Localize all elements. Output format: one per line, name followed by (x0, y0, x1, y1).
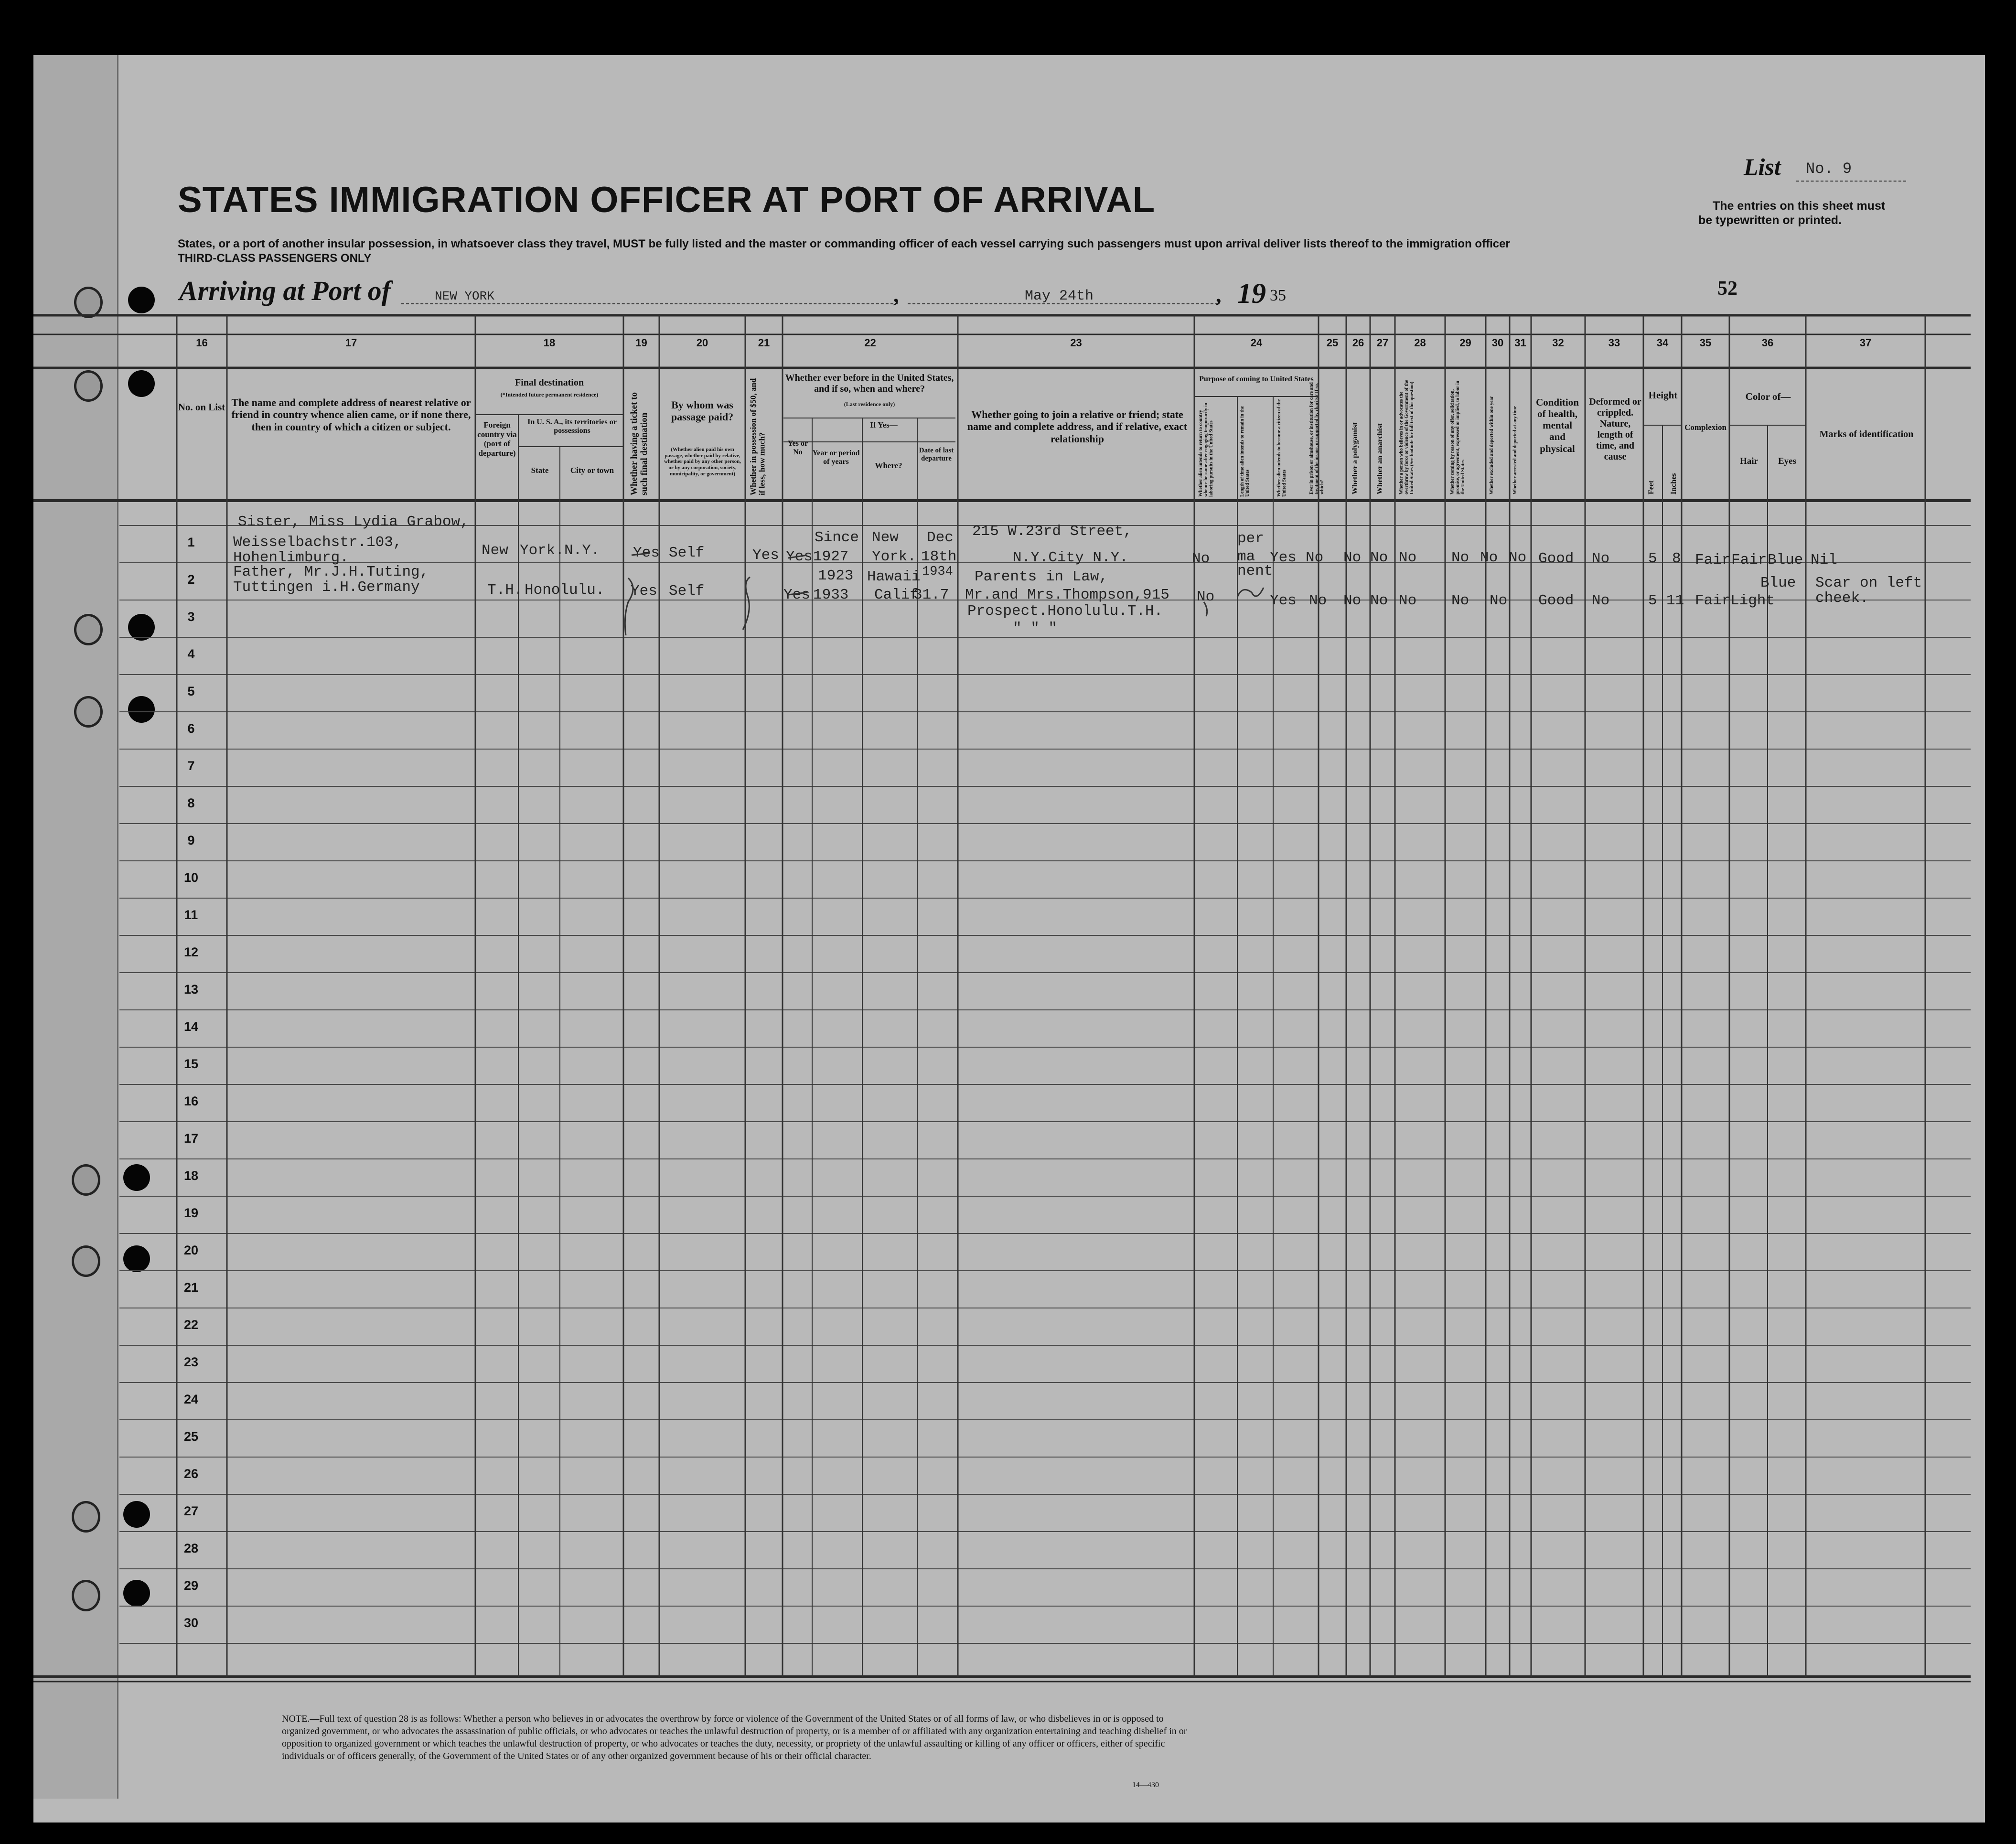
form-code: 14—430 (1132, 1781, 1159, 1789)
comma: , (1216, 282, 1222, 307)
years-value: 1923 (818, 568, 854, 584)
eyes-value: Blue (1768, 552, 1803, 568)
row-number: 1 (187, 535, 195, 549)
column-number: 37 (1859, 337, 1872, 349)
row-number: 30 (183, 1616, 199, 1630)
pencil-scribble (1237, 588, 1264, 597)
departure-value: Dec (927, 529, 954, 546)
relative-address: Father, Mr.J.H.Tuting, (233, 564, 429, 580)
list-number: No. 9 (1806, 160, 1852, 178)
header-polygamist: Whether a polygamist (1351, 422, 1359, 494)
header-in-usa: In U. S. A., its territories or possessions (527, 418, 617, 435)
header-before-in-us: Whether ever before in the United States, and if so, when and where? (785, 373, 954, 394)
ticket-value: Yes (633, 545, 660, 561)
row-number: 13 (183, 982, 199, 997)
years-value: Since (815, 529, 859, 546)
header-where: Where? (875, 461, 902, 470)
header-deformed: Deformed or crippled. Nature, length of time, and cause (1589, 397, 1641, 462)
departure-value: 1934 (922, 565, 953, 579)
inches-value: 11 (1666, 592, 1684, 609)
header-final-destination: Final destination (515, 377, 584, 388)
header-passage-paid-sub: (Whether alien paid his own passage, whether paid by relative, whether paid by any other person, or by any corporation, society, municipality, or government) (664, 447, 741, 477)
relative-address: Sister, Miss Lydia Grabow, (238, 514, 469, 530)
anarchist-value: No (1370, 549, 1388, 566)
hair-value: Light (1730, 592, 1775, 609)
column-number: 31 (1514, 337, 1526, 349)
header-marks: Marks of identification (1819, 429, 1914, 440)
column-number: 28 (1414, 337, 1426, 349)
header-q28: Whether a person who believes in or advocates the overthrow by force or violence of the Government of the United States (See footnote for full text of this question) (1399, 380, 1415, 494)
marks-value: Scar on left (1815, 575, 1922, 591)
years-value: 1933 (813, 587, 849, 603)
row-number: 23 (183, 1355, 199, 1369)
header-q29: Whether coming by reason of any offer, solicitation, promise, or agreement, expressed or implied, to labor in the United States (1450, 380, 1466, 494)
header-purpose: Purpose of coming to United States (1199, 375, 1314, 383)
hair-value: Fair (1731, 552, 1767, 568)
pencil-check (625, 578, 633, 635)
column-number: 22 (864, 337, 876, 349)
year-prefix: 19 (1237, 278, 1266, 309)
q30-value: No (1490, 592, 1508, 609)
row-number: 24 (183, 1392, 199, 1406)
purpose-length-value: ma (1237, 548, 1255, 565)
row-number: 11 (184, 908, 198, 922)
purpose-length-value: per (1237, 530, 1264, 547)
relative-address: Weisselbachstr.103, (233, 534, 402, 551)
prison-value: No (1306, 549, 1324, 566)
column-number: 23 (1070, 337, 1082, 349)
departure-value: 18th (921, 548, 957, 565)
column-number: 24 (1250, 337, 1263, 349)
column-number: 21 (758, 337, 770, 349)
strike-mark (632, 553, 650, 555)
ticket-value: Yes (631, 583, 657, 600)
header-relative: The name and complete address of nearest relative or friend in country whence alien came, or if none there, then in country of which a citizen or subject. (231, 397, 471, 433)
header-if-yes: If Yes— (870, 420, 898, 429)
header-join-relative: Whether going to join a relative or friend; state name and complete address, and if relative, exact relationship (967, 408, 1188, 445)
column-number: 32 (1552, 337, 1564, 349)
deformed-value: No (1592, 550, 1610, 567)
header-color-of: Color of— (1745, 391, 1791, 402)
year-suffix: 35 (1270, 287, 1286, 304)
column-number: 18 (543, 337, 556, 349)
destination-city: Honolulu. (525, 582, 605, 599)
header-purpose-citizen: Whether alien intends to become a citizen of the United States (1276, 399, 1287, 497)
health-value: Good (1538, 550, 1574, 567)
row-number: 5 (187, 684, 195, 698)
paid-by-value: Self (669, 545, 705, 561)
row-number: 26 (183, 1467, 199, 1481)
header-city: City or town (570, 466, 614, 475)
header-anarchist: Whether an anarchist (1376, 423, 1384, 494)
join-relative-value: Mr.and Mrs.Thompson,915 (965, 587, 1169, 603)
pencil-brace (743, 577, 750, 630)
column-number: 19 (635, 337, 647, 349)
list-label: List (1744, 153, 1781, 180)
page-title: STATES IMMIGRATION OFFICER AT PORT OF ARRIVAL (178, 180, 1156, 220)
row-number: 21 (183, 1280, 199, 1295)
column-number: 16 (196, 337, 208, 349)
header-q30: Whether excluded and deported within one year (1489, 396, 1494, 494)
header-prison: Ever in prison or almshouse, or institution for care and treatment of the insane, or supported by charity? If so, which? (1309, 382, 1325, 494)
row-number: 25 (183, 1429, 199, 1444)
row-number: 4 (187, 647, 195, 661)
strike-mark (788, 555, 807, 558)
row-number: 12 (183, 945, 199, 959)
where-value: York. (872, 548, 917, 565)
row-number: 16 (183, 1094, 199, 1108)
citizen-value: Yes (1270, 549, 1297, 566)
header-complexion: Complexion (1684, 423, 1726, 432)
q28-value: No (1399, 592, 1417, 609)
purpose-length-value: nent (1237, 563, 1273, 579)
arriving-label: Arriving at Port of (179, 275, 391, 306)
column-number: 35 (1699, 337, 1712, 349)
destination-state: T.H. (487, 582, 523, 599)
column-number: 17 (345, 337, 357, 349)
column-number: 29 (1459, 337, 1471, 349)
header-eyes: Eyes (1778, 456, 1796, 466)
header-purpose-length: Length of time alien intends to remain in the United States (1240, 406, 1250, 497)
years-value: 1927 (813, 548, 849, 565)
header-ticket: Whether having a ticket to such final destination (629, 392, 649, 495)
where-value: Calif (874, 587, 919, 603)
header-hair: Hair (1740, 456, 1758, 466)
join-relative-value: Parents in Law, (975, 568, 1108, 585)
header-feet: Feet (1647, 480, 1655, 494)
destination-state: New (482, 542, 508, 559)
row-number: 8 (187, 796, 195, 810)
header-foreign-country: Foreign country via (port of departure) (477, 420, 517, 458)
eyes-value: Blue (1760, 575, 1796, 591)
health-value: Good (1538, 592, 1574, 609)
marks-value: cheek. (1815, 590, 1869, 607)
join-relative-value: " " " (1013, 620, 1058, 637)
row-number: 9 (187, 833, 195, 847)
header-money: Whether in possession of $50, and if less, how much? (749, 378, 767, 495)
citizen-value: Yes (1270, 592, 1297, 609)
row-number: 27 (183, 1504, 199, 1518)
q28-value: No (1399, 549, 1417, 566)
row-number: 28 (183, 1541, 199, 1555)
header-q31: Whether arrested and deported at any time (1512, 406, 1518, 494)
row-number: 19 (183, 1206, 199, 1220)
purpose-return-value: No (1192, 550, 1210, 567)
deformed-value: No (1592, 592, 1610, 609)
column-number: 26 (1352, 337, 1364, 349)
join-relative-value: N.Y.City N.Y. (1013, 549, 1128, 566)
inches-value: 8 (1672, 550, 1681, 567)
header-yes-no: Yes or No (787, 440, 808, 457)
before-value: Yes (786, 548, 813, 565)
paid-by-value: Self (669, 583, 705, 600)
column-number: 34 (1656, 337, 1669, 349)
row-number: 15 (183, 1057, 199, 1071)
header-health: Condition of health, mental and physical (1536, 397, 1579, 454)
where-value: Hawaii (867, 568, 921, 585)
purpose-return-value: No (1197, 589, 1215, 605)
polygamist-value: No (1343, 549, 1362, 566)
relative-address: Hohenlimburg. (233, 549, 349, 566)
departure-value: 31.7 (913, 587, 949, 603)
page-number: 52 (1717, 278, 1737, 300)
row-number: 7 (187, 759, 195, 773)
polygamist-value: No (1343, 592, 1362, 609)
header-passage-paid: By whom was passage paid? (671, 399, 734, 423)
header-final-destination-sub: (*Intended future permanent residence) (500, 391, 599, 398)
column-number: 27 (1376, 337, 1389, 349)
footnote: NOTE.—Full text of question 28 is as follows: Whether a person who believes in or advocates the overthrow by force or violence of the Government of the United States or of all forms of law, or who disbelieves in or is opposed to organized government, or who advocates the assassination of public officials, or who advocates or teaches the unlawful destruction of property, or is a member of or affiliated with any organization entertaining and teaching disbelief in or opposition to organized government or which teaches the unlawful destruction of property, or who advocates or teaches the duty, necessity, or propriety of the unlawful assaulting or killing of any officer or officers, either of specific individuals or of officers generally, of the Government of the United States or of any other organized government because of his or their official character. (282, 1714, 1187, 1761)
entries-note: The entries on this sheet must (1713, 199, 1886, 213)
passenger-class: THIRD-CLASS PASSENGERS ONLY (178, 252, 372, 265)
feet-value: 5 (1648, 592, 1657, 609)
row-number: 14 (183, 1019, 199, 1034)
entries-note: be typewritten or printed. (1698, 214, 1842, 227)
arrival-date: May 24th (1025, 288, 1094, 304)
q30-value: No (1480, 549, 1498, 566)
instruction-text: States, or a port of another insular possession, in whatsoever class they travel, MUST be fully listed and the master or commanding officer of each vessel carrying such passengers must upon arrival deliver lists thereof to the immigration officer (178, 237, 1510, 250)
join-relative-value: 215 W.23rd Street, (972, 523, 1132, 540)
row-number: 20 (183, 1243, 199, 1257)
header-last-departure: Date of last departure (919, 447, 954, 463)
port-value: NEW YORK (435, 289, 494, 303)
row-number: 2 (187, 572, 195, 587)
header-no-on-list: No. on List (178, 401, 225, 413)
q29-value: No (1451, 592, 1469, 609)
prison-value: No (1309, 592, 1327, 609)
header-state: State (531, 466, 549, 475)
header-height: Height (1648, 389, 1678, 401)
anarchist-value: No (1370, 592, 1388, 609)
money-value: Yes (752, 547, 779, 564)
column-number: 25 (1326, 337, 1339, 349)
row-number: 29 (183, 1578, 199, 1593)
q29-value: No (1451, 549, 1469, 566)
complexion-value: Fair (1695, 552, 1731, 568)
q31-value: No (1509, 549, 1527, 566)
where-value: New (872, 529, 899, 546)
strike-mark (788, 592, 807, 595)
join-relative-value: Prospect.Honolulu.T.H. (967, 603, 1163, 620)
destination-city: York.N.Y. (520, 542, 600, 559)
marks-value: Nil (1811, 552, 1837, 568)
relative-address: Tuttingen i.H.Germany (233, 579, 420, 596)
header-year-period: Year or period of years (812, 449, 860, 466)
feet-value: 5 (1648, 550, 1657, 567)
row-number: 10 (183, 870, 199, 885)
column-number: 20 (696, 337, 708, 349)
row-number: 17 (183, 1131, 199, 1146)
column-number: 36 (1761, 337, 1774, 349)
column-number: 30 (1491, 337, 1504, 349)
before-value: Yes (783, 587, 810, 603)
row-number: 3 (187, 610, 195, 624)
pencil-mark (1204, 602, 1207, 616)
header-last-residence: (Last residence only) (844, 401, 895, 407)
row-number: 18 (183, 1169, 199, 1183)
header-inches: Inches (1670, 473, 1678, 494)
row-number: 22 (183, 1318, 199, 1332)
complexion-value: Fair (1695, 592, 1731, 609)
column-number: 33 (1608, 337, 1620, 349)
comma: , (893, 282, 899, 307)
row-number: 6 (187, 721, 195, 736)
header-purpose-return: Whether alien intends to return to country whence he came after engaging temporarily in laboring pursuits in the United States (1198, 403, 1214, 497)
